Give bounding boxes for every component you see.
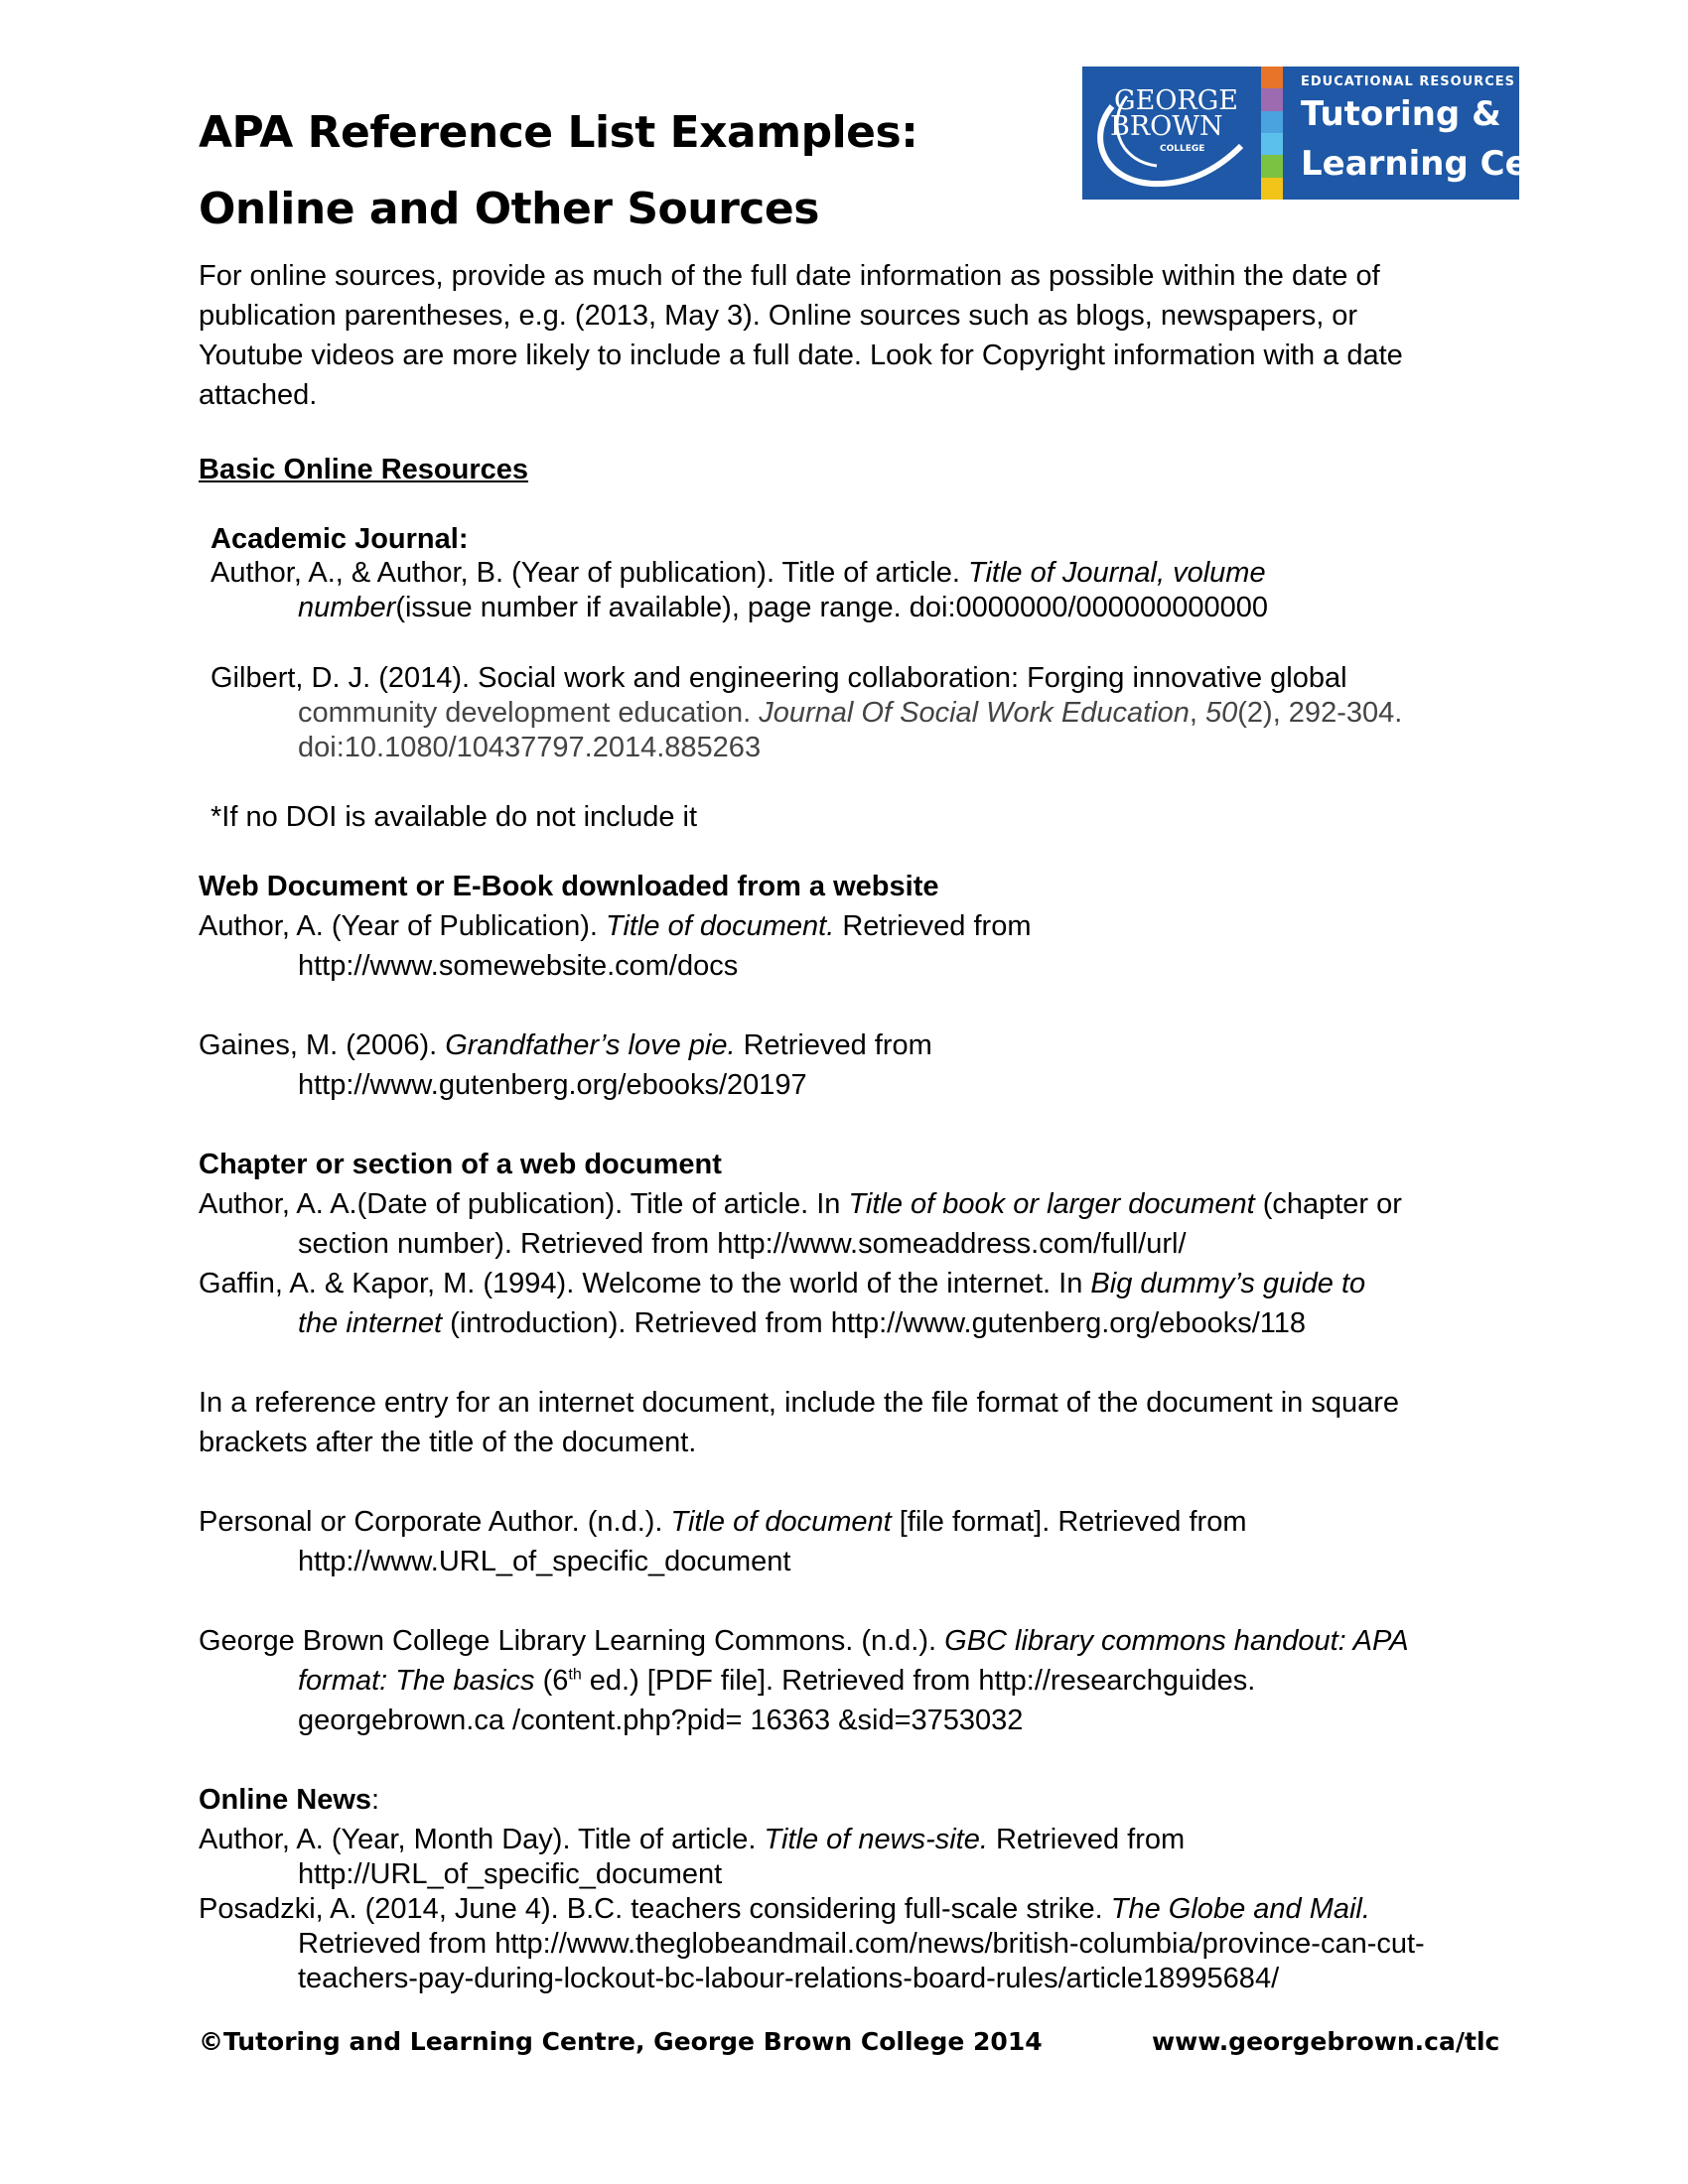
logo-color-stripes	[1261, 67, 1283, 200]
section-heading-web-document: Web Document or E-Book downloaded from a website	[199, 871, 939, 902]
chapter-example-line-2: the internet (introduction). Retrieved from http://www.gutenberg.org/ebooks/118	[298, 1307, 1307, 1339]
subheading-academic-journal: Academic Journal:	[211, 523, 469, 555]
stripe	[1261, 67, 1283, 88]
journal-template-line-1: Author, A., & Author, B. (Year of publication). Title of article. Title of Journal, volume	[211, 557, 1266, 589]
logo-name-line-2: Learning Centre	[1301, 144, 1608, 184]
stripe	[1261, 155, 1283, 177]
format-example-line-1: George Brown College Library Learning Commons. (n.d.). GBC library commons handout: APA	[199, 1625, 1409, 1657]
footer-website: www.georgebrown.ca/tlc	[1152, 2027, 1500, 2056]
news-example-line-2: Retrieved from http://www.theglobeandmail.com/news/british-columbia/province-can-cut-	[298, 1928, 1425, 1960]
journal-example-line-2: community development education. Journal Of Social Work Education, 50(2), 292-304.	[298, 697, 1403, 729]
news-example-line-1: Posadzki, A. (2014, June 4). B.C. teachers considering full-scale strike. The Globe and Mail.	[199, 1893, 1370, 1925]
web-template-line-2: http://www.somewebsite.com/docs	[298, 950, 739, 982]
logo-college-line-1: GEORGE	[1114, 85, 1239, 116]
george-brown-logo	[1082, 67, 1261, 200]
logo-college-line-2: BROWN	[1110, 111, 1223, 142]
section-heading-online-news: Online News:	[199, 1784, 380, 1816]
logo-college-line-3: COLLEGE	[1160, 144, 1205, 154]
stripe	[1261, 88, 1283, 110]
format-template-line-1: Personal or Corporate Author. (n.d.). Title of document [file format]. Retrieved from	[199, 1506, 1247, 1538]
stripe	[1261, 178, 1283, 200]
stripe	[1261, 133, 1283, 155]
format-note-line: In a reference entry for an internet document, include the file format of the document in square	[199, 1387, 1400, 1419]
format-template-line-2: http://www.URL_of_specific_document	[298, 1546, 791, 1577]
web-example-line-2: http://www.gutenberg.org/ebooks/20197	[298, 1069, 807, 1101]
intro-line: For online sources, provide as much of the full date information as possible within the date of	[199, 260, 1380, 292]
page-title-line-1: APA Reference List Examples:	[199, 107, 918, 158]
intro-line: Youtube videos are more likely to include a full date. Look for Copyright information with a date	[199, 340, 1403, 371]
format-note-line: brackets after the title of the document.	[199, 1427, 697, 1458]
doi-note: *If no DOI is available do not include it	[211, 801, 698, 833]
chapter-template-line-1: Author, A. A.(Date of publication). Title of article. In Title of book or larger document (chapter or	[199, 1188, 1402, 1220]
section-heading-chapter: Chapter or section of a web document	[199, 1149, 722, 1180]
journal-example-line-3: doi:10.1080/10437797.2014.885263	[298, 732, 762, 763]
news-example-line-3: teachers-pay-during-lockout-bc-labour-relations-board-rules/article18995684/	[298, 1963, 1280, 1994]
footer-copyright: ©Tutoring and Learning Centre, George Brown College 2014	[199, 2027, 1043, 2056]
web-example-line-1: Gaines, M. (2006). Grandfather’s love pie. Retrieved from	[199, 1029, 932, 1061]
chapter-example-line-1: Gaffin, A. & Kapor, M. (1994). Welcome to the world of the internet. In Big dummy’s guide to	[199, 1268, 1366, 1299]
intro-line: publication parentheses, e.g. (2013, May 3). Online sources such as blogs, newspapers, or	[199, 300, 1358, 332]
page-title-line-2: Online and Other Sources	[199, 184, 819, 234]
logo-name-line-1: Tutoring &	[1301, 94, 1501, 134]
journal-template-line-2: number(issue number if available), page range. doi:0000000/000000000000	[298, 592, 1269, 623]
section-heading-basic: Basic Online Resources	[199, 454, 529, 485]
tutoring-centre-logo	[1082, 67, 1608, 200]
logo-top-label: EDUCATIONAL RESOURCES	[1301, 74, 1515, 89]
journal-example-line-1: Gilbert, D. J. (2014). Social work and engineering collaboration: Forging innovative global	[211, 662, 1347, 694]
format-example-line-3: georgebrown.ca /content.php?pid= 16363 &sid=3753032	[298, 1705, 1024, 1736]
web-template-line-1: Author, A. (Year of Publication). Title of document. Retrieved from	[199, 910, 1032, 942]
news-template-line-2: http://URL_of_specific_document	[298, 1858, 723, 1890]
intro-line: attached.	[199, 379, 318, 411]
stripe	[1261, 111, 1283, 133]
chapter-template-line-2: section number). Retrieved from http://www.someaddress.com/full/url/	[298, 1228, 1187, 1260]
news-template-line-1: Author, A. (Year, Month Day). Title of article. Title of news-site. Retrieved from	[199, 1824, 1186, 1855]
format-example-line-2: format: The basics (6th ed.) [PDF file]. Retrieved from http://researchguides.	[298, 1665, 1256, 1697]
